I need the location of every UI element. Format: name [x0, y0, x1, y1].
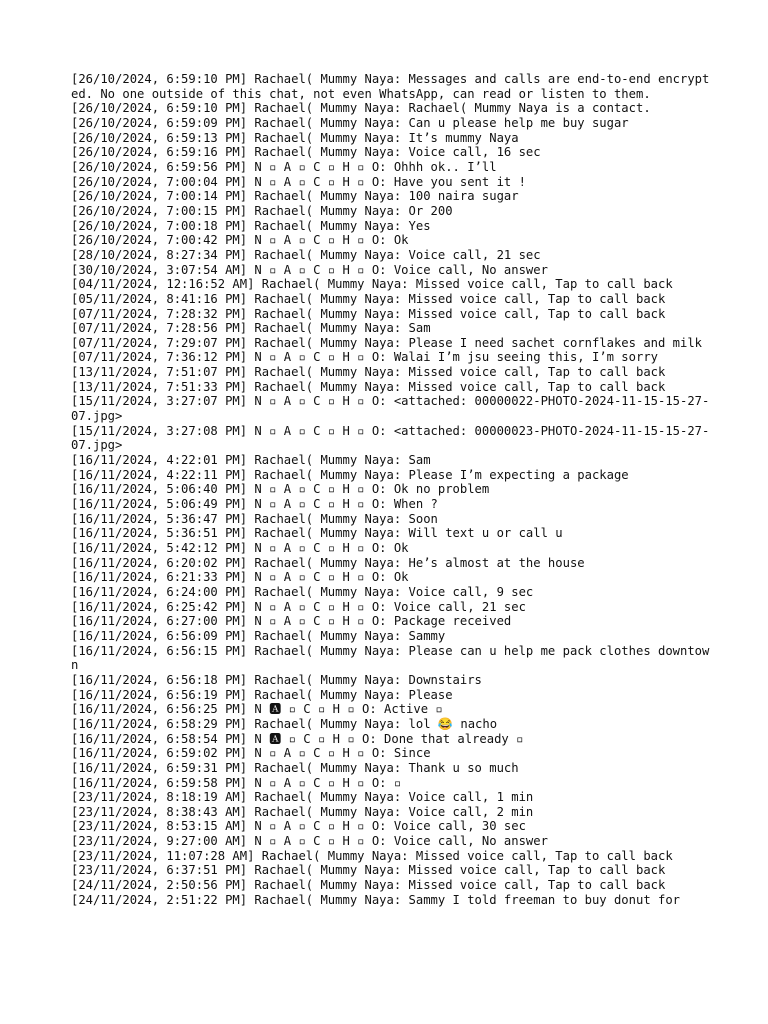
chat-message-line: [07/11/2024, 7:28:56 PM] Rachael( Mummy Naya: Sam [71, 321, 431, 336]
chat-message-line: [24/11/2024, 2:50:56 PM] Rachael( Mummy Naya: Missed voice call, Tap to call back [71, 878, 666, 893]
chat-message-line: [16/11/2024, 6:56:25 PM] N 🅰 ▫ C ▫ H ▫ O: Active ▫ [71, 702, 443, 717]
chat-message-line: [23/11/2024, 11:07:28 AM] Rachael( Mummy Naya: Missed voice call, Tap to call back [71, 848, 673, 863]
chat-message-line: [16/11/2024, 6:56:19 PM] Rachael( Mummy Naya: Please [71, 687, 453, 702]
chat-message-line: [04/11/2024, 12:16:52 AM] Rachael( Mummy Naya: Missed voice call, Tap to call back [71, 277, 673, 292]
chat-message-line: [26/10/2024, 7:00:14 PM] Rachael( Mummy Naya: 100 naira sugar [71, 189, 519, 204]
chat-message-line: [16/11/2024, 6:20:02 PM] Rachael( Mummy Naya: He’s almost at the house [71, 555, 585, 570]
chat-message-line: [16/11/2024, 6:59:58 PM] N ▫ A ▫ C ▫ H ▫ O: ▫ [71, 775, 402, 790]
chat-message-line: [23/11/2024, 8:18:19 AM] Rachael( Mummy Naya: Voice call, 1 min [71, 790, 534, 805]
chat-message-line: [26/10/2024, 7:00:18 PM] Rachael( Mummy Naya: Yes [71, 218, 431, 233]
chat-message-line: [30/10/2024, 3:07:54 AM] N ▫ A ▫ C ▫ H ▫ O: Voice call, No answer [71, 262, 548, 277]
chat-message-line: [16/11/2024, 6:27:00 PM] N ▫ A ▫ C ▫ H ▫ O: Package received [71, 614, 512, 629]
chat-message-line: [24/11/2024, 2:51:22 PM] Rachael( Mummy Naya: Sammy I told freeman to buy donut for [71, 892, 681, 907]
chat-message-line: [26/10/2024, 7:00:04 PM] N ▫ A ▫ C ▫ H ▫ O: Have you sent it ! [71, 174, 526, 189]
chat-message-line: [26/10/2024, 6:59:10 PM] Rachael( Mummy Naya: Messages and calls are end-to-end encrypted. No one outside of this chat, not even WhatsApp, can read or listen to them. [71, 72, 710, 101]
chat-message-line: [16/11/2024, 5:06:40 PM] N ▫ A ▫ C ▫ H ▫ O: Ok no problem [71, 482, 490, 497]
chat-message-line: [26/10/2024, 6:59:10 PM] Rachael( Mummy Naya: Rachael( Mummy Naya is a contact. [71, 101, 651, 116]
chat-message-line: [16/11/2024, 4:22:11 PM] Rachael( Mummy Naya: Please I’m expecting a package [71, 467, 629, 482]
chat-message-line: [16/11/2024, 5:06:49 PM] N ▫ A ▫ C ▫ H ▫ O: When ? [71, 497, 438, 512]
chat-message-line: [07/11/2024, 7:28:32 PM] Rachael( Mummy Naya: Missed voice call, Tap to call back [71, 306, 666, 321]
chat-message-line: [16/11/2024, 6:21:33 PM] N ▫ A ▫ C ▫ H ▫ O: Ok [71, 570, 409, 585]
chat-message-line: [16/11/2024, 4:22:01 PM] Rachael( Mummy Naya: Sam [71, 453, 431, 468]
chat-message-line: [15/11/2024, 3:27:07 PM] N ▫ A ▫ C ▫ H ▫ O: <attached: 00000022-PHOTO-2024-11-15-15-27-07.jpg> [71, 394, 710, 424]
chat-message-line: [23/11/2024, 6:37:51 PM] Rachael( Mummy Naya: Missed voice call, Tap to call back [71, 863, 666, 878]
chat-message-line: [13/11/2024, 7:51:07 PM] Rachael( Mummy Naya: Missed voice call, Tap to call back [71, 365, 666, 380]
chat-message-line: [16/11/2024, 6:58:29 PM] Rachael( Mummy Naya: lol 😂 nacho [71, 716, 498, 731]
chat-transcript [71, 72, 711, 907]
chat-message-line: [16/11/2024, 6:59:31 PM] Rachael( Mummy Naya: Thank u so much [71, 760, 519, 775]
chat-message-line: [23/11/2024, 8:38:43 AM] Rachael( Mummy Naya: Voice call, 2 min [71, 804, 534, 819]
chat-message-line: [26/10/2024, 7:00:15 PM] Rachael( Mummy Naya: Or 200 [71, 203, 453, 218]
chat-message-line: [23/11/2024, 9:27:00 AM] N ▫ A ▫ C ▫ H ▫ O: Voice call, No answer [71, 834, 548, 849]
chat-message-line: [23/11/2024, 8:53:15 AM] N ▫ A ▫ C ▫ H ▫ O: Voice call, 30 sec [71, 819, 526, 834]
chat-message-line: [05/11/2024, 8:41:16 PM] Rachael( Mummy Naya: Missed voice call, Tap to call back [71, 291, 666, 306]
chat-message-line: [13/11/2024, 7:51:33 PM] Rachael( Mummy Naya: Missed voice call, Tap to call back [71, 379, 666, 394]
chat-message-line: [28/10/2024, 8:27:34 PM] Rachael( Mummy Naya: Voice call, 21 sec [71, 247, 541, 262]
chat-message-line: [16/11/2024, 5:36:51 PM] Rachael( Mummy Naya: Will text u or call u [71, 526, 563, 541]
chat-message-line: [26/10/2024, 6:59:13 PM] Rachael( Mummy Naya: It’s mummy Naya [71, 130, 519, 145]
chat-message-line: [16/11/2024, 6:58:54 PM] N 🅰 ▫ C ▫ H ▫ O: Done that already ▫ [71, 731, 524, 746]
chat-message-line: [15/11/2024, 3:27:08 PM] N ▫ A ▫ C ▫ H ▫ O: <attached: 00000023-PHOTO-2024-11-15-15-27-07.jpg> [71, 423, 710, 453]
chat-message-line: [07/11/2024, 7:36:12 PM] N ▫ A ▫ C ▫ H ▫ O: Walai I’m jsu seeing this, I’m sorry [71, 350, 658, 365]
chat-message-line: [26/10/2024, 6:59:16 PM] Rachael( Mummy Naya: Voice call, 16 sec [71, 145, 541, 160]
chat-message-line: [16/11/2024, 6:56:18 PM] Rachael( Mummy Naya: Downstairs [71, 672, 482, 687]
chat-message-line: [16/11/2024, 6:56:09 PM] Rachael( Mummy Naya: Sammy [71, 628, 446, 643]
chat-message-line: [16/11/2024, 6:25:42 PM] N ▫ A ▫ C ▫ H ▫ O: Voice call, 21 sec [71, 599, 526, 614]
chat-message-line: [07/11/2024, 7:29:07 PM] Rachael( Mummy Naya: Please I need sachet cornflakes and milk [71, 335, 703, 350]
chat-message-line: [26/10/2024, 6:59:56 PM] N ▫ A ▫ C ▫ H ▫ O: Ohhh ok.. I’ll [71, 159, 497, 174]
chat-message-line: [26/10/2024, 6:59:09 PM] Rachael( Mummy Naya: Can u please help me buy sugar [71, 115, 629, 130]
chat-message-line: [16/11/2024, 6:59:02 PM] N ▫ A ▫ C ▫ H ▫ O: Since [71, 746, 431, 761]
chat-message-line: [16/11/2024, 6:24:00 PM] Rachael( Mummy Naya: Voice call, 9 sec [71, 584, 534, 599]
chat-message-line: [16/11/2024, 5:36:47 PM] Rachael( Mummy Naya: Soon [71, 511, 438, 526]
chat-message-line: [26/10/2024, 7:00:42 PM] N ▫ A ▫ C ▫ H ▫ O: Ok [71, 233, 409, 248]
chat-message-line: [16/11/2024, 6:56:15 PM] Rachael( Mummy Naya: Please can u help me pack clothes downtown [71, 643, 710, 673]
chat-message-line: [16/11/2024, 5:42:12 PM] N ▫ A ▫ C ▫ H ▫ O: Ok [71, 541, 409, 555]
